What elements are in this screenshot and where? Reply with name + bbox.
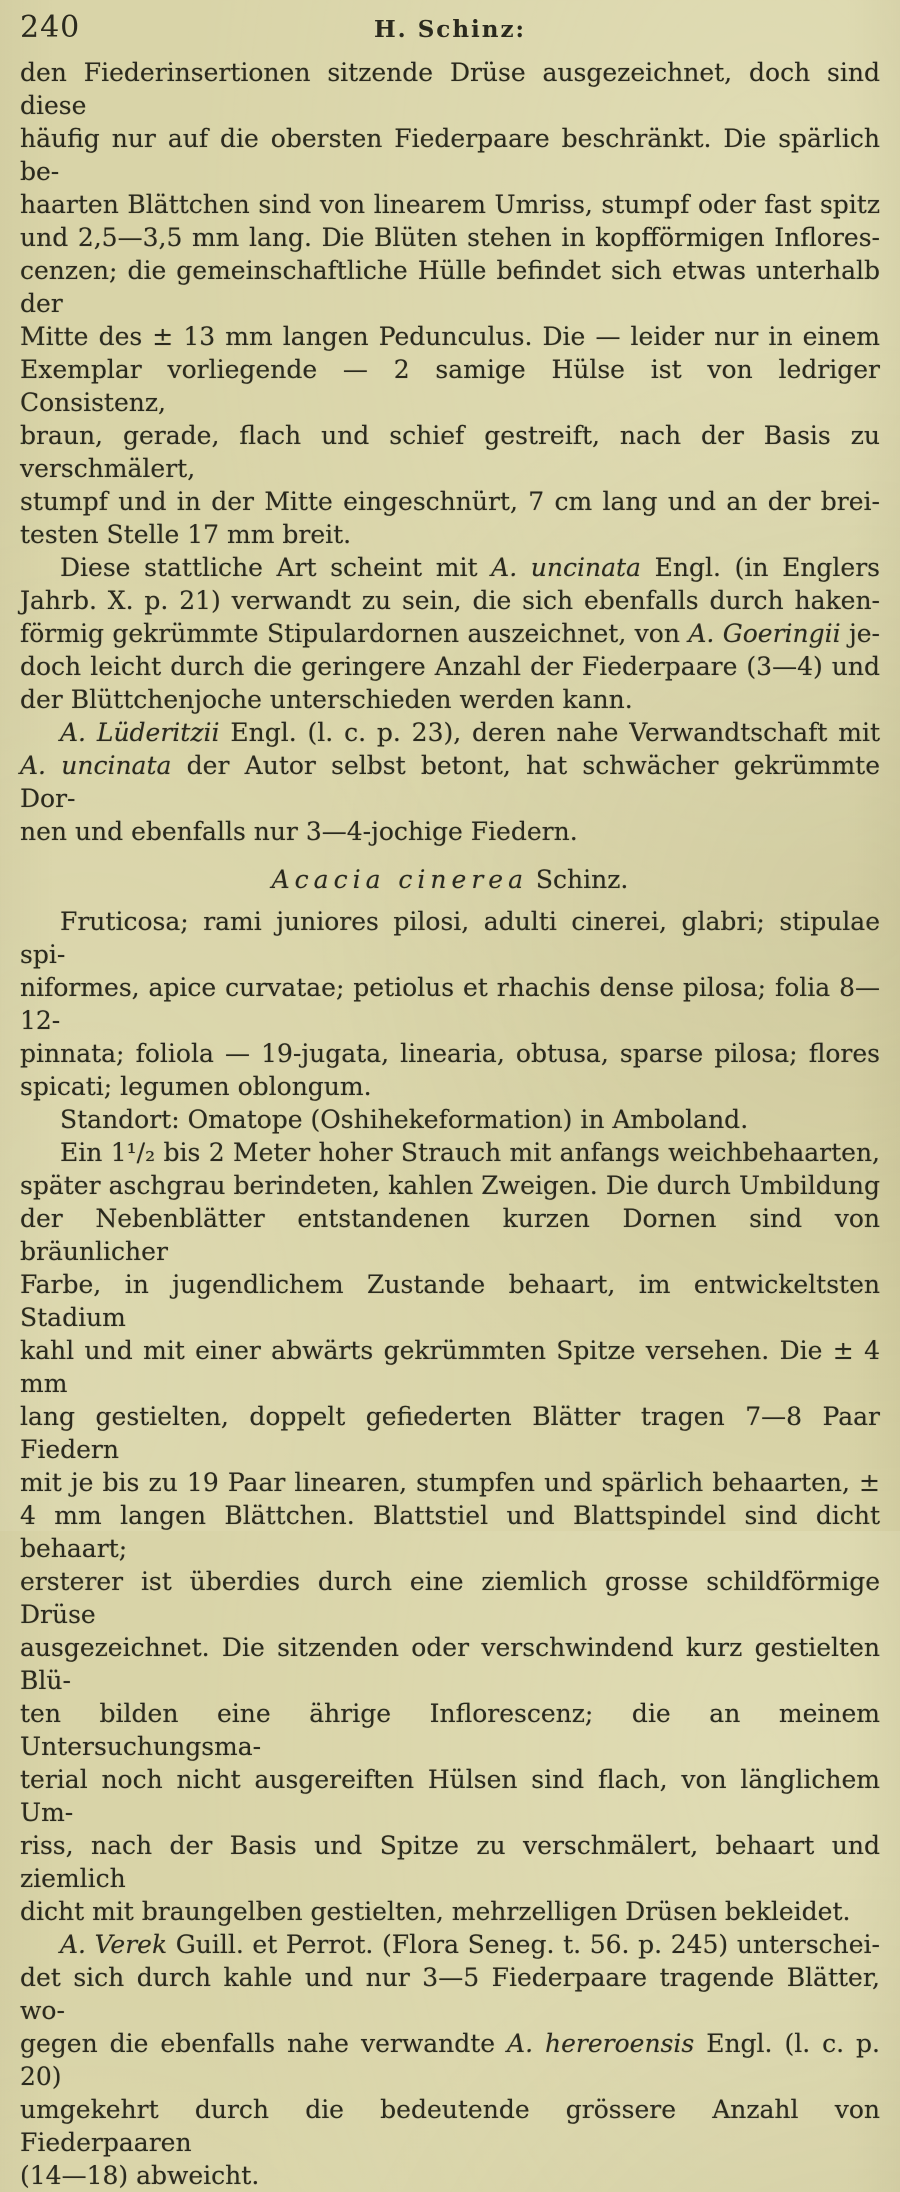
text-line: [20, 1202, 880, 1268]
paragraph: [20, 1136, 880, 1928]
text-segment: doch leicht durch die geringere Anzahl der Fiederpaare (3—4) und: [20, 652, 880, 681]
text-line: [20, 2027, 880, 2093]
text-segment: später aschgrau berindeten, kahlen Zweigen. Die durch Umbildung: [20, 1171, 880, 1200]
species-name-italic: A. Lüderitzii: [60, 718, 220, 747]
text-line: [20, 716, 880, 749]
text-line: [20, 188, 880, 221]
species-name-italic: Acacia cinerea: [271, 865, 528, 894]
text-segment: den Fiederinsertionen sitzende Drüse ausgezeichnet, doch sind diese: [20, 58, 880, 120]
text-segment: kahl und mit einer abwärts gekrümmten Spitze versehen. Die ± 4 mm: [20, 1336, 880, 1398]
text-segment: gegen die ebenfalls nahe verwandte: [20, 2029, 508, 2058]
text-segment: spicati; legumen oblongum.: [20, 1072, 372, 1101]
text-segment: mit je bis zu 19 Paar linearen, stumpfen und spärlich behaarten, ±: [20, 1468, 880, 1497]
text-line: [20, 1697, 880, 1763]
text-line: [20, 815, 880, 848]
text-segment: Diese stattliche Art scheint mit: [60, 553, 492, 582]
text-segment: 4 mm langen Blättchen. Blattstiel und Blattspindel sind dicht behaart;: [20, 1501, 880, 1563]
text-segment: braun, gerade, flach und schief gestreift, nach der Basis zu verschmälert,: [20, 421, 880, 483]
text-line: [20, 56, 880, 122]
text-segment: ausgezeichnet. Die sitzenden oder verschwindend kurz gestielten Blü-: [20, 1633, 880, 1695]
text-segment: lang gestielten, doppelt gefiederten Blätter tragen 7—8 Paar Fiedern: [20, 1402, 880, 1464]
text-segment: dicht mit braungelben gestielten, mehrzelligen Drüsen bekleidet.: [20, 1897, 851, 1926]
species-name-italic: A. uncinata: [491, 553, 641, 582]
text-segment: und 2,5—3,5 mm lang. Die Blüten stehen in kopfförmigen Inflores-: [20, 223, 880, 252]
text-line: [20, 1499, 880, 1565]
text-line: [20, 1895, 880, 1928]
text-segment: Ein 1¹/₂ bis 2 Meter hoher Strauch mit anfangs weichbehaarten,: [60, 1138, 880, 1167]
text-line: [20, 683, 880, 716]
text-segment: umgekehrt durch die bedeutende grössere Anzahl von Fiederpaaren: [20, 2095, 880, 2157]
text-line: [20, 650, 880, 683]
text-segment: riss, nach der Basis und Spitze zu verschmälert, behaart und ziemlich: [20, 1831, 880, 1893]
paragraph: [20, 1928, 880, 2192]
text-segment: ten bilden eine ährige Inflorescenz; die an meinem Untersuchungsma-: [20, 1699, 880, 1761]
text-segment: Schinz.: [527, 865, 629, 894]
page-number: 240: [20, 10, 81, 45]
species-heading: [20, 863, 880, 896]
species-name-italic: A. hereroensis: [507, 2029, 695, 2058]
text-line: [20, 1334, 880, 1400]
text-line: [20, 1829, 880, 1895]
species-name-italic: A. Goeringii: [688, 619, 841, 648]
paragraph: [20, 1103, 880, 1136]
running-header: H. Schinz:: [373, 16, 527, 43]
text-segment: Farbe, in jugendlichem Zustande behaart, im entwickeltsten Stadium: [20, 1270, 880, 1332]
text-segment: (14—18) abweicht.: [20, 2161, 260, 2190]
text-line: [20, 485, 880, 518]
paragraph: [20, 716, 880, 848]
text-line: [20, 221, 880, 254]
species-name-italic: A. uncinata: [20, 751, 172, 780]
text-segment: förmig gekrümmte Stipulardornen auszeichnet, von: [20, 619, 689, 648]
text-line: [20, 1928, 880, 1961]
text-segment: testen Stelle 17 mm breit.: [20, 520, 352, 549]
text-segment: je-: [840, 619, 880, 648]
text-line: [20, 2159, 880, 2192]
text-segment: Engl. (in Englers: [640, 553, 880, 582]
text-segment: pinnata; foliola — 19-jugata, linearia, obtusa, sparse pilosa; flores: [20, 1039, 880, 1068]
text-line: [20, 749, 880, 815]
text-line: [20, 1070, 880, 1103]
text-segment: Guill. et Perrot. (Flora Seneg. t. 56. p. 245) unterschei-: [167, 1930, 880, 1959]
text-line: [20, 1961, 880, 2027]
text-line: [20, 320, 880, 353]
text-line: [20, 1631, 880, 1697]
text-line: [20, 617, 880, 650]
text-line: [20, 419, 880, 485]
paragraph: [20, 905, 880, 1103]
text-line: [20, 1763, 880, 1829]
text-line: [20, 1136, 880, 1169]
text-segment: Fruticosa; rami juniores pilosi, adulti cinerei, glabri; stipulae spi-: [20, 907, 880, 969]
species-name-italic: A. Verek: [60, 1930, 168, 1959]
paragraph: [20, 551, 880, 716]
text-line: [20, 905, 880, 971]
text-line: [20, 254, 880, 320]
text-line: [20, 2093, 880, 2159]
text-segment: Standort: Omatope (Oshihekeformation) in Amboland.: [60, 1105, 749, 1134]
text-line: [20, 971, 880, 1037]
text-line: [20, 1466, 880, 1499]
page-body: [20, 56, 880, 2192]
text-segment: der Autor selbst betont, hat schwächer gekrümmte Dor-: [20, 751, 880, 813]
text-segment: nen und ebenfalls nur 3—4-jochige Fiedern.: [20, 817, 578, 846]
text-line: [20, 1565, 880, 1631]
text-segment: Mitte des ± 13 mm langen Pedunculus. Die — leider nur in einem: [20, 322, 880, 351]
text-segment: haarten Blättchen sind von linearem Umriss, stumpf oder fast spitz: [20, 190, 880, 219]
text-segment: der Blüttchenjoche unterschieden werden kann.: [20, 685, 633, 714]
text-segment: Exemplar vorliegende — 2 samige Hülse ist von ledriger Consistenz,: [20, 355, 880, 417]
text-line: [20, 353, 880, 419]
text-line: [20, 518, 880, 551]
paragraph: [20, 56, 880, 551]
text-segment: det sich durch kahle und nur 3—5 Fiederpaare tragende Blätter, wo-: [20, 1963, 880, 2025]
text-segment: Engl. (l. c. p. 20): [20, 2029, 880, 2091]
text-segment: der Nebenblätter entstandenen kurzen Dornen sind von bräunlicher: [20, 1204, 880, 1266]
text-segment: häufig nur auf die obersten Fiederpaare beschränkt. Die spärlich be-: [20, 124, 880, 186]
text-line: [20, 863, 880, 896]
text-segment: niformes, apice curvatae; petiolus et rhachis dense pilosa; folia 8—12-: [20, 973, 880, 1035]
text-line: [20, 1103, 880, 1136]
text-line: [20, 551, 880, 584]
text-segment: ersterer ist überdies durch eine ziemlich grosse schildförmige Drüse: [20, 1567, 880, 1629]
text-line: [20, 584, 880, 617]
text-segment: cenzen; die gemeinschaftliche Hülle befindet sich etwas unterhalb der: [20, 256, 880, 318]
text-line: [20, 1169, 880, 1202]
page-header: [20, 0, 880, 50]
text-line: [20, 122, 880, 188]
text-line: [20, 1037, 880, 1070]
text-segment: Jahrb. X. p. 21) verwandt zu sein, die sich ebenfalls durch haken-: [20, 586, 880, 615]
text-line: [20, 1400, 880, 1466]
text-segment: stumpf und in der Mitte eingeschnürt, 7 cm lang und an der brei-: [20, 487, 880, 516]
text-segment: Engl. (l. c. p. 23), deren nahe Verwandtschaft mit: [219, 718, 880, 747]
text-segment: terial noch nicht ausgereiften Hülsen sind flach, von länglichem Um-: [20, 1765, 880, 1827]
text-line: [20, 1268, 880, 1334]
